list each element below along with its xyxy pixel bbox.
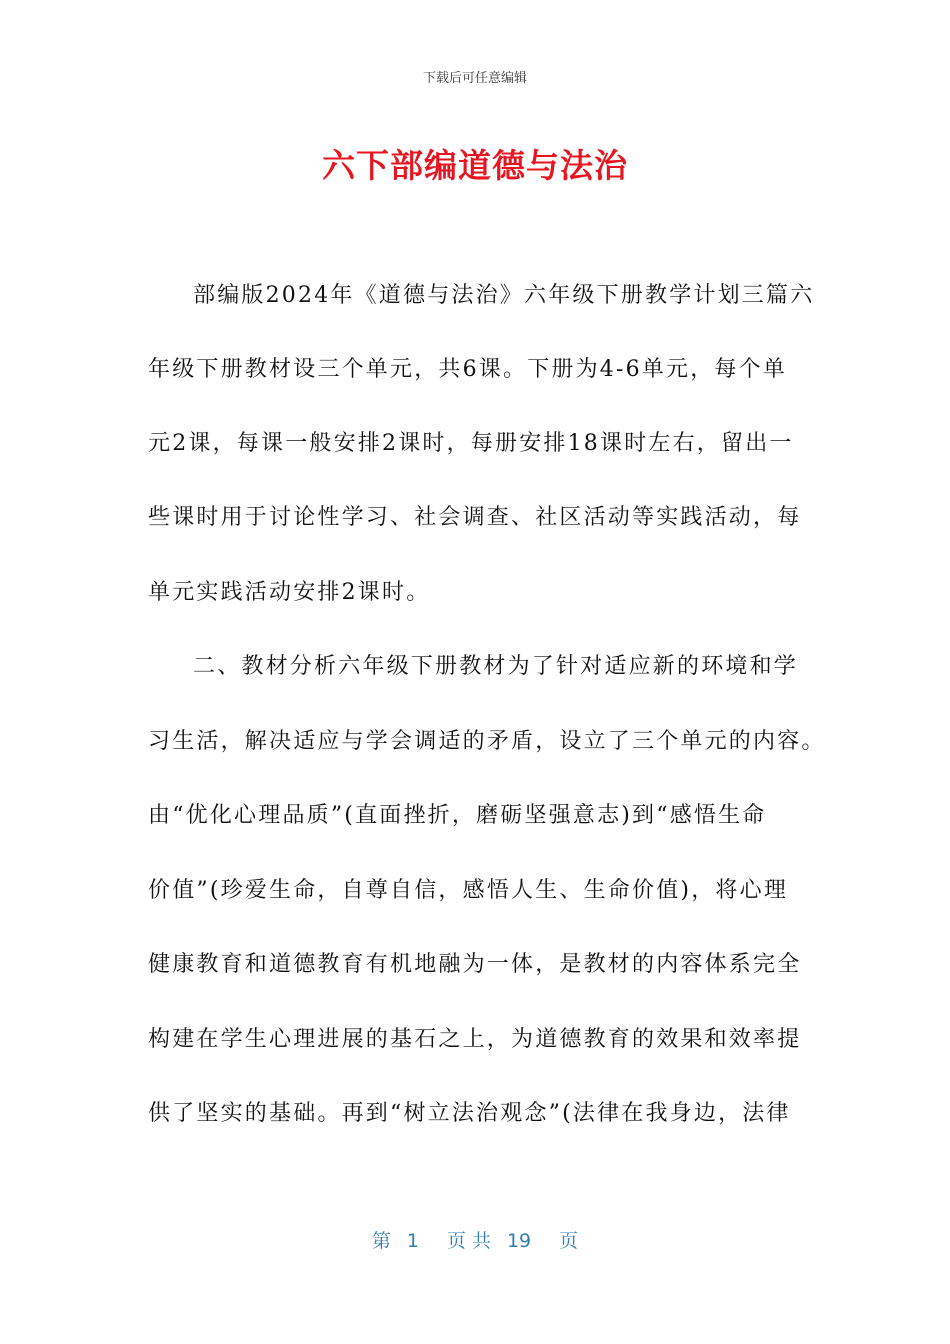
footer-total-label: 共 [471,1230,491,1252]
body-line: 由“优化心理品质”(直面挫折，磨砺坚强意志)到“感悟生命 [148,803,767,828]
body-line: 供了坚实的基础。再到“树立法治观念”(法律在我身边，法律 [148,1101,791,1126]
body-line: 些课时用于讨论性学习、社会调查、社区活动等实践活动，每 [148,505,802,530]
body-line: 年级下册教材设三个单元，共6课。下册为4-6单元，每个单 [148,357,788,382]
body-line: 价值”(珍爱生命，自尊自信，感悟人生、生命价值)，将心理 [148,878,789,903]
page-footer [0,1226,950,1253]
document-title: 六下部编道德与法治 [322,146,628,185]
footer-page-label: 第 [371,1230,391,1252]
footer-total-unit: 页 [559,1230,579,1252]
body-line: 部编版2024年《道德与法治》六年级下册教学计划三篇六 [193,283,815,308]
body-line: 习生活，解决适应与学会调适的矛盾，设立了三个单元的内容。 [148,729,826,754]
footer-page-number: 1 [406,1230,419,1252]
header-note: 下载后可任意编辑 [422,71,527,86]
footer-page-unit: 页 [446,1230,466,1252]
body-line: 健康教育和道德教育有机地融为一体，是教材的内容体系完全 [148,952,802,977]
body-line: 单元实践活动安排2课时。 [148,580,431,605]
body-line: 构建在学生心理进展的基石之上，为道德教育的效果和效率提 [148,1027,802,1052]
body-line: 元2课，每课一般安排2课时，每册安排18课时左右，留出一 [148,431,794,456]
body-line: 二、教材分析六年级下册教材为了针对适应新的环境和学 [193,654,799,679]
footer-total-pages: 19 [506,1230,532,1252]
